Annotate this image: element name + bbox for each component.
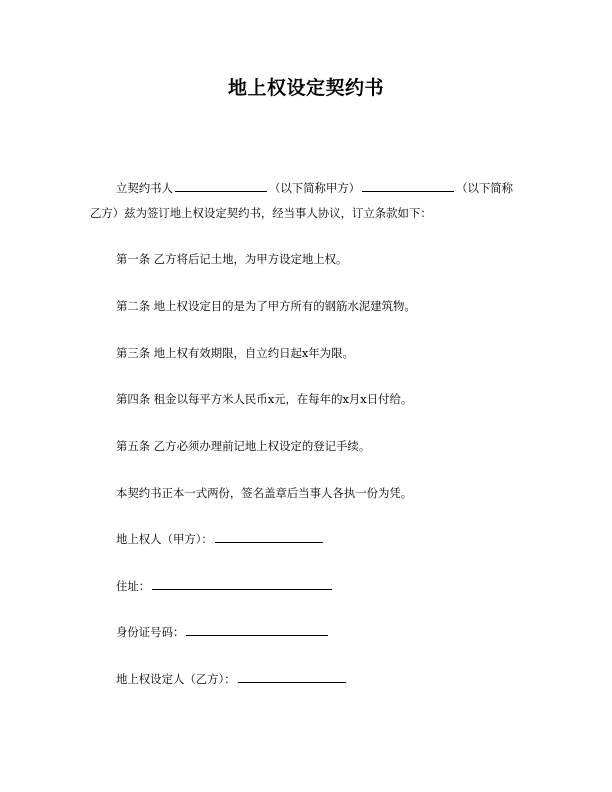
closing-statement: 本契约书正本一式两份，签名盖章后当事人各执一份为凭。 — [116, 486, 413, 500]
document-title: 地上权设定契约书 — [227, 77, 384, 99]
article-1: 第一条 乙方将后记土地，为甲方设定地上权。 — [116, 252, 348, 266]
grantor-field — [116, 672, 348, 686]
id-number-line[interactable] — [186, 625, 328, 636]
id-number-field — [116, 625, 330, 639]
holder-label: 地上权人（甲方）： — [116, 532, 213, 546]
intro-part-a: （以下简称甲方） — [268, 181, 361, 195]
article-4: 第四条 租金以每平方米人民币x元，在每年的x月x日付给。 — [116, 392, 413, 406]
holder-field — [116, 532, 325, 546]
article-5: 第五条 乙方必须办理前记地上权设定的登记手续。 — [116, 439, 371, 453]
address-label: 住址： — [116, 579, 151, 593]
id-number-label: 身份证号码： — [116, 625, 185, 639]
intro-line-2: 乙方）兹为签订地上权设定契约书，经当事人协议，订立条款如下： — [90, 206, 432, 220]
grantor-label: 地上权设定人（乙方）： — [116, 672, 236, 686]
address-field — [116, 579, 334, 593]
party-b-blank[interactable] — [362, 181, 454, 192]
intro-part-b: （以下简称 — [456, 181, 514, 195]
intro-prefix: 立契约书人 — [116, 181, 173, 195]
grantor-signature-line[interactable] — [238, 672, 346, 683]
article-3: 第三条 地上权有效期限，自立约日起x年为限。 — [116, 346, 354, 360]
address-line[interactable] — [152, 579, 332, 590]
article-2: 第二条 地上权设定目的是为了甲方所有的钢筋水泥建筑物。 — [116, 299, 416, 313]
holder-signature-line[interactable] — [215, 532, 323, 543]
party-a-blank[interactable] — [175, 181, 267, 192]
intro-line-1 — [116, 181, 513, 195]
